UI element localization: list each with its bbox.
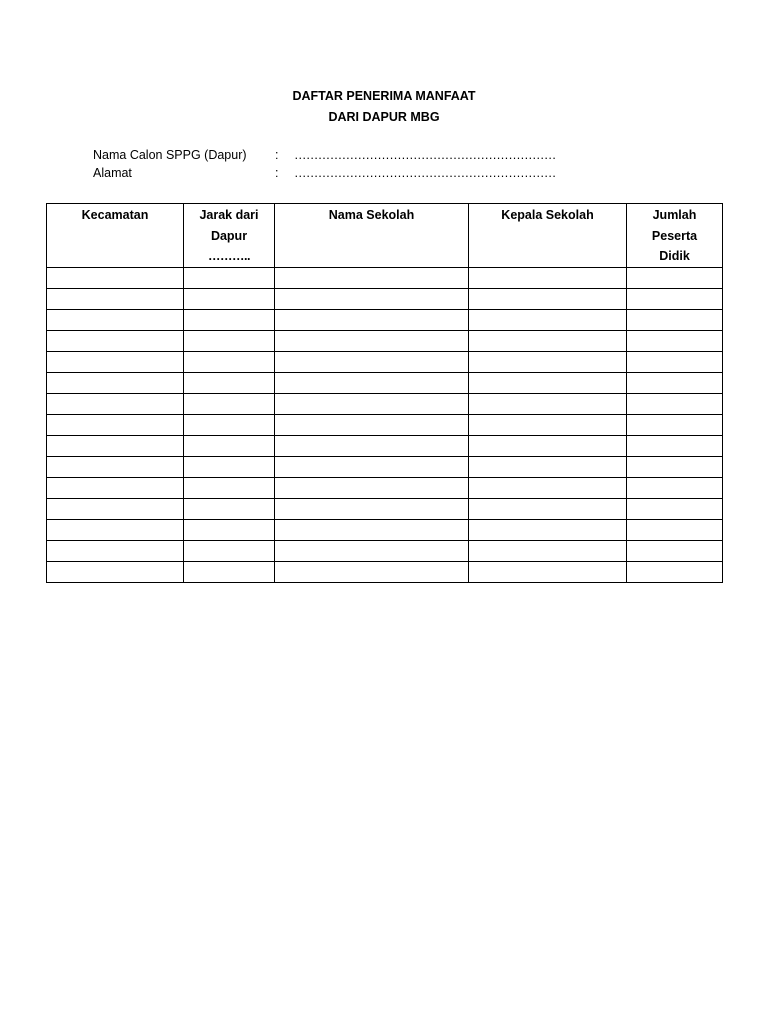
header-kecamatan bbox=[47, 204, 184, 268]
cell-kepala-sekolah[interactable] bbox=[469, 393, 627, 414]
field-value-blank[interactable]: ………………………………………………………… bbox=[294, 148, 556, 162]
cell-jarak[interactable] bbox=[184, 498, 275, 519]
cell-nama-sekolah[interactable] bbox=[275, 372, 469, 393]
cell-kepala-sekolah[interactable] bbox=[469, 519, 627, 540]
cell-kecamatan[interactable] bbox=[47, 561, 184, 582]
cell-jarak[interactable] bbox=[184, 414, 275, 435]
cell-kepala-sekolah[interactable] bbox=[469, 540, 627, 561]
cell-jarak[interactable] bbox=[184, 540, 275, 561]
field-colon: : bbox=[275, 166, 279, 180]
cell-kecamatan[interactable] bbox=[47, 414, 184, 435]
table-row bbox=[47, 414, 723, 435]
table-row bbox=[47, 309, 723, 330]
cell-nama-sekolah[interactable] bbox=[275, 267, 469, 288]
cell-jarak[interactable] bbox=[184, 519, 275, 540]
cell-kepala-sekolah[interactable] bbox=[469, 561, 627, 582]
cell-kecamatan[interactable] bbox=[47, 351, 184, 372]
cell-kecamatan[interactable] bbox=[47, 456, 184, 477]
cell-kecamatan[interactable] bbox=[47, 477, 184, 498]
cell-jarak[interactable] bbox=[184, 561, 275, 582]
cell-jarak[interactable] bbox=[184, 435, 275, 456]
cell-jumlah-peserta[interactable] bbox=[627, 288, 723, 309]
cell-kecamatan[interactable] bbox=[47, 267, 184, 288]
cell-kepala-sekolah[interactable] bbox=[469, 456, 627, 477]
cell-jarak[interactable] bbox=[184, 372, 275, 393]
cell-kecamatan[interactable] bbox=[47, 519, 184, 540]
field-value-blank[interactable]: ………………………………………………………… bbox=[294, 166, 556, 180]
header-kepala-sekolah bbox=[469, 204, 627, 268]
table-row bbox=[47, 561, 723, 582]
cell-jumlah-peserta[interactable] bbox=[627, 414, 723, 435]
cell-nama-sekolah[interactable] bbox=[275, 456, 469, 477]
cell-jumlah-peserta[interactable] bbox=[627, 435, 723, 456]
header-jarak-line-2: Dapur bbox=[210, 228, 248, 243]
cell-kepala-sekolah[interactable] bbox=[469, 414, 627, 435]
cell-kepala-sekolah[interactable] bbox=[469, 330, 627, 351]
cell-kepala-sekolah[interactable] bbox=[469, 309, 627, 330]
cell-jumlah-peserta[interactable] bbox=[627, 393, 723, 414]
header-jumlah-line-1: Jumlah bbox=[652, 208, 697, 222]
header-nama-sekolah-label: Nama Sekolah bbox=[328, 208, 415, 222]
table-row bbox=[47, 456, 723, 477]
field-label: Alamat bbox=[93, 166, 132, 180]
table-row bbox=[47, 519, 723, 540]
cell-kecamatan[interactable] bbox=[47, 372, 184, 393]
cell-nama-sekolah[interactable] bbox=[275, 477, 469, 498]
cell-kepala-sekolah[interactable] bbox=[469, 351, 627, 372]
cell-jumlah-peserta[interactable] bbox=[627, 456, 723, 477]
cell-kepala-sekolah[interactable] bbox=[469, 288, 627, 309]
cell-nama-sekolah[interactable] bbox=[275, 561, 469, 582]
cell-nama-sekolah[interactable] bbox=[275, 309, 469, 330]
cell-jumlah-peserta[interactable] bbox=[627, 372, 723, 393]
cell-jarak[interactable] bbox=[184, 477, 275, 498]
table-row bbox=[47, 372, 723, 393]
document-title-line-2: DARI DAPUR MBG bbox=[328, 110, 440, 124]
cell-jumlah-peserta[interactable] bbox=[627, 477, 723, 498]
cell-kepala-sekolah[interactable] bbox=[469, 372, 627, 393]
cell-jumlah-peserta[interactable] bbox=[627, 330, 723, 351]
cell-kecamatan[interactable] bbox=[47, 393, 184, 414]
field-colon: : bbox=[275, 148, 279, 162]
cell-nama-sekolah[interactable] bbox=[275, 330, 469, 351]
cell-nama-sekolah[interactable] bbox=[275, 498, 469, 519]
header-jumlah-line-2: Peserta bbox=[651, 228, 698, 243]
table-row bbox=[47, 351, 723, 372]
cell-kepala-sekolah[interactable] bbox=[469, 267, 627, 288]
cell-kepala-sekolah[interactable] bbox=[469, 498, 627, 519]
table-body bbox=[47, 267, 723, 582]
table-row bbox=[47, 267, 723, 288]
cell-nama-sekolah[interactable] bbox=[275, 540, 469, 561]
table-row bbox=[47, 477, 723, 498]
cell-jarak[interactable] bbox=[184, 267, 275, 288]
recipients-table bbox=[46, 203, 723, 583]
cell-jarak[interactable] bbox=[184, 309, 275, 330]
cell-kecamatan[interactable] bbox=[47, 309, 184, 330]
table-row bbox=[47, 498, 723, 519]
cell-jumlah-peserta[interactable] bbox=[627, 309, 723, 330]
cell-kepala-sekolah[interactable] bbox=[469, 435, 627, 456]
cell-kecamatan[interactable] bbox=[47, 330, 184, 351]
header-jarak-line-1: Jarak dari bbox=[199, 208, 259, 222]
cell-jarak[interactable] bbox=[184, 351, 275, 372]
header-jarak-dari-dapur bbox=[184, 204, 275, 268]
cell-jumlah-peserta[interactable] bbox=[627, 540, 723, 561]
cell-nama-sekolah[interactable] bbox=[275, 519, 469, 540]
cell-jarak[interactable] bbox=[184, 288, 275, 309]
cell-nama-sekolah[interactable] bbox=[275, 288, 469, 309]
header-jumlah-line-3: Didik bbox=[659, 249, 690, 263]
cell-jumlah-peserta[interactable] bbox=[627, 519, 723, 540]
table-header-row bbox=[47, 204, 723, 268]
cell-kepala-sekolah[interactable] bbox=[469, 477, 627, 498]
table-row bbox=[47, 540, 723, 561]
cell-jarak[interactable] bbox=[184, 456, 275, 477]
header-kecamatan-label: Kecamatan bbox=[81, 208, 149, 222]
table-row bbox=[47, 393, 723, 414]
cell-kecamatan[interactable] bbox=[47, 540, 184, 561]
cell-kecamatan[interactable] bbox=[47, 435, 184, 456]
field-alamat bbox=[0, 165, 768, 181]
field-label: Nama Calon SPPG (Dapur) bbox=[93, 148, 247, 162]
cell-jarak[interactable] bbox=[184, 330, 275, 351]
table-row bbox=[47, 435, 723, 456]
cell-nama-sekolah[interactable] bbox=[275, 393, 469, 414]
table-row bbox=[47, 330, 723, 351]
header-nama-sekolah bbox=[275, 204, 469, 268]
table-row bbox=[47, 288, 723, 309]
header-kepala-sekolah-label: Kepala Sekolah bbox=[501, 208, 594, 222]
document-title-line-1: DAFTAR PENERIMA MANFAAT bbox=[292, 89, 476, 103]
cell-kecamatan[interactable] bbox=[47, 288, 184, 309]
cell-jarak[interactable] bbox=[184, 393, 275, 414]
header-jumlah-peserta-didik bbox=[627, 204, 723, 268]
cell-jumlah-peserta[interactable] bbox=[627, 498, 723, 519]
header-jarak-line-3: ……….. bbox=[208, 249, 250, 263]
cell-kecamatan[interactable] bbox=[47, 498, 184, 519]
cell-jumlah-peserta[interactable] bbox=[627, 267, 723, 288]
cell-jumlah-peserta[interactable] bbox=[627, 351, 723, 372]
cell-jumlah-peserta[interactable] bbox=[627, 561, 723, 582]
cell-nama-sekolah[interactable] bbox=[275, 435, 469, 456]
cell-nama-sekolah[interactable] bbox=[275, 351, 469, 372]
cell-nama-sekolah[interactable] bbox=[275, 414, 469, 435]
field-nama-calon-sppg bbox=[0, 147, 768, 163]
